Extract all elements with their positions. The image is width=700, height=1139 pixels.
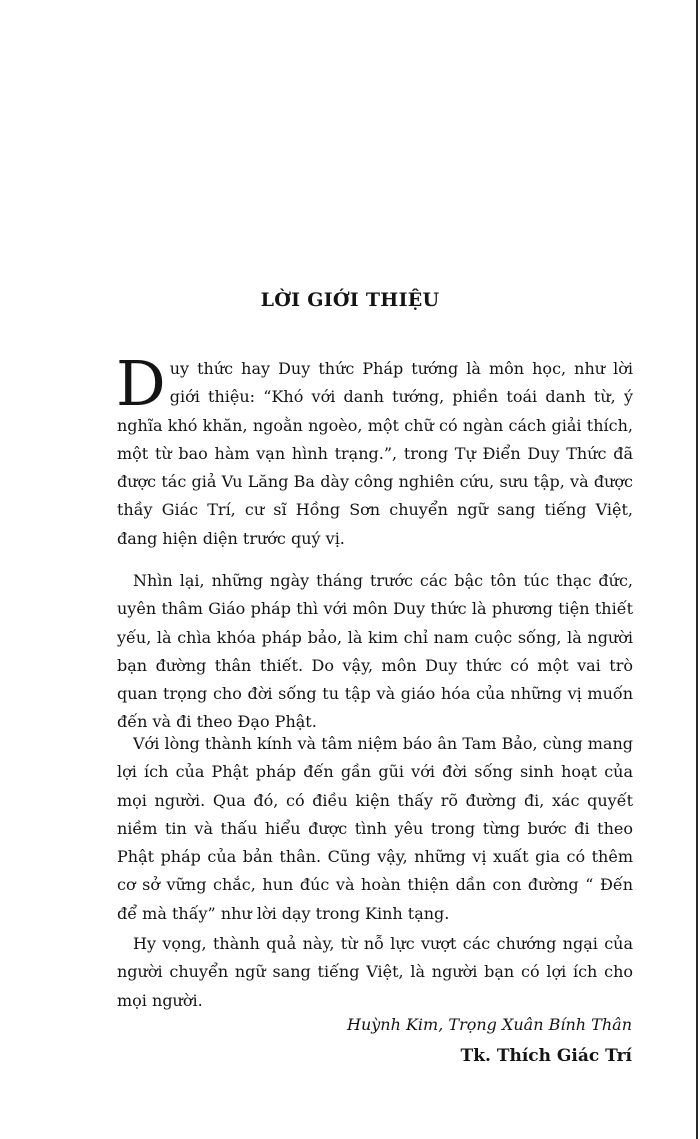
page-title: LỜI GIỚI THIỆU bbox=[260, 289, 440, 311]
signature-place-date: Huỳnh Kim, Trọng Xuân Bính Thân bbox=[346, 1015, 632, 1034]
signature-author-name: Tk. Thích Giác Trí bbox=[460, 1046, 632, 1066]
intro-paragraph-1 bbox=[116, 347, 633, 553]
intro-paragraph-4: Hy vọng, thành quả này, từ nỗ lực vượt các chướng ngại của người chuyển ngữ sang tiếng Việt, là người bạn có lợi ích cho mọi người. bbox=[117, 934, 633, 1010]
intro-paragraph-1-text: uy thức hay Duy thức Pháp tướng là môn học, như lời giới thiệu: “Khó với danh tướng, phiền toái danh từ, ý nghĩa khó khăn, ngoằn ngoèo, một chữ có ngàn cách giải thích, một từ bao hàm vạn hình trạng.”, trong Tự Điển Duy Thức đã được tác giả Vu Lăng Ba dày công nghiên cứu, sưu tập, và được thầy Giác Trí, cư sĩ Hồng Sơn chuyển ngữ sang tiếng Việt, đang hiện diện trước quý vị. bbox=[117, 359, 633, 548]
drop-cap-letter: D bbox=[116, 347, 166, 420]
intro-paragraph-2: Nhìn lại, những ngày tháng trước các bậc tôn túc thạc đức, uyên thâm Giáo pháp thì với môn Duy thức là phương tiện thiết yếu, là chìa khóa pháp bảo, là kim chỉ nam cuộc sống, là người bạn đường thân thiết. Do vậy, môn Duy thức có một vai trò quan trọng cho đời sống tu tập và giáo hóa của những vị muốn đến và đi theo Đạo Phật. bbox=[117, 571, 633, 732]
page-edge-line bbox=[696, 0, 698, 1139]
intro-paragraph-3: Với lòng thành kính và tâm niệm báo ân Tam Bảo, cùng mang lợi ích của Phật pháp đến gần gũi với đời sống sinh hoạt của mọi người. Qua đó, có điều kiện thấy rõ đường đi, xác quyết niềm tin và thấu hiểu được tình yêu trong từng bước đi theo Phật pháp của bản thân. Cũng vậy, những vị xuất gia có thêm cơ sở vững chắc, hun đúc và hoàn thiện dần con đường “ Đến để mà thấy” như lời dạy trong Kinh tạng. bbox=[117, 734, 633, 923]
